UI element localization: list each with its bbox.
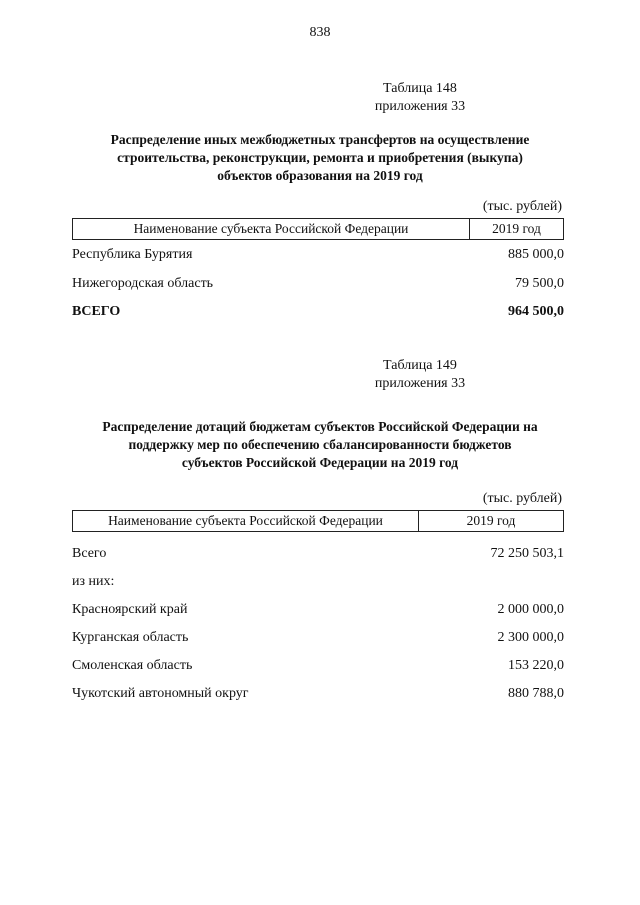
row-value: 153 220,0 [508, 658, 564, 673]
table-148-header-year: 2019 год [492, 221, 541, 236]
subheader-label: из них: [72, 574, 115, 589]
table-149-header-name: Наименование субъекта Российской Федерации [73, 511, 419, 531]
page-number: 838 [309, 25, 331, 40]
table-148-total-row [72, 303, 564, 321]
table-149-title-line3: субъектов Российской Федерации на 2019 год [181, 455, 459, 470]
table-148-unit: (тыс. рублей) [482, 199, 562, 214]
table-149-subheader [72, 573, 564, 591]
table-149-total-row [72, 545, 564, 563]
table-row [72, 246, 564, 264]
row-name: Смоленская область [72, 658, 193, 673]
table-149-header [72, 510, 564, 532]
table-148-ref-line1: Таблица 148 [383, 81, 457, 96]
row-name: Чукотский автономный округ [72, 686, 249, 701]
table-148-ref-line2: приложения 33 [374, 99, 466, 114]
row-name: Нижегородская область [72, 276, 214, 291]
table-148-header [72, 218, 564, 240]
row-value: 964 500,0 [508, 304, 564, 319]
row-value: 72 250 503,1 [490, 546, 564, 561]
table-149-title-line2: поддержку мер по обеспечению сбалансированности бюджетов [128, 437, 512, 452]
row-value: 2 300 000,0 [497, 630, 564, 645]
table-149-reference [300, 357, 540, 393]
table-148-title-line1: Распределение иных межбюджетных трансфертов на осуществление [110, 132, 530, 147]
row-name: Всего [72, 546, 107, 561]
row-name: ВСЕГО [72, 304, 121, 319]
table-148-title [70, 131, 570, 185]
table-148-title-line3: объектов образования на 2019 год [217, 168, 423, 183]
table-149-title-line1: Распределение дотаций бюджетам субъектов Российской Федерации на [102, 419, 538, 434]
table-148-title-line2: строительства, реконструкции, ремонта и приобретения (выкупа) [117, 150, 523, 165]
table-149-unit: (тыс. рублей) [482, 491, 562, 506]
table-row [72, 601, 564, 619]
table-149-ref-line1: Таблица 149 [383, 358, 457, 373]
row-name: Красноярский край [72, 602, 188, 617]
table-149-header-year: 2019 год [466, 513, 516, 528]
table-row [72, 657, 564, 675]
table-row [72, 629, 564, 647]
row-value: 885 000,0 [508, 247, 564, 262]
row-name: Республика Бурятия [72, 247, 193, 262]
table-148-reference [300, 80, 540, 116]
row-name: Курганская область [72, 630, 189, 645]
table-row [72, 275, 564, 293]
table-149-title [70, 418, 570, 472]
table-149-ref-line2: приложения 33 [374, 376, 466, 391]
table-row [72, 685, 564, 703]
row-value: 79 500,0 [515, 276, 564, 291]
row-value: 2 000 000,0 [497, 602, 564, 617]
row-value: 880 788,0 [508, 686, 564, 701]
table-148-header-name: Наименование субъекта Российской Федерации [73, 219, 470, 239]
